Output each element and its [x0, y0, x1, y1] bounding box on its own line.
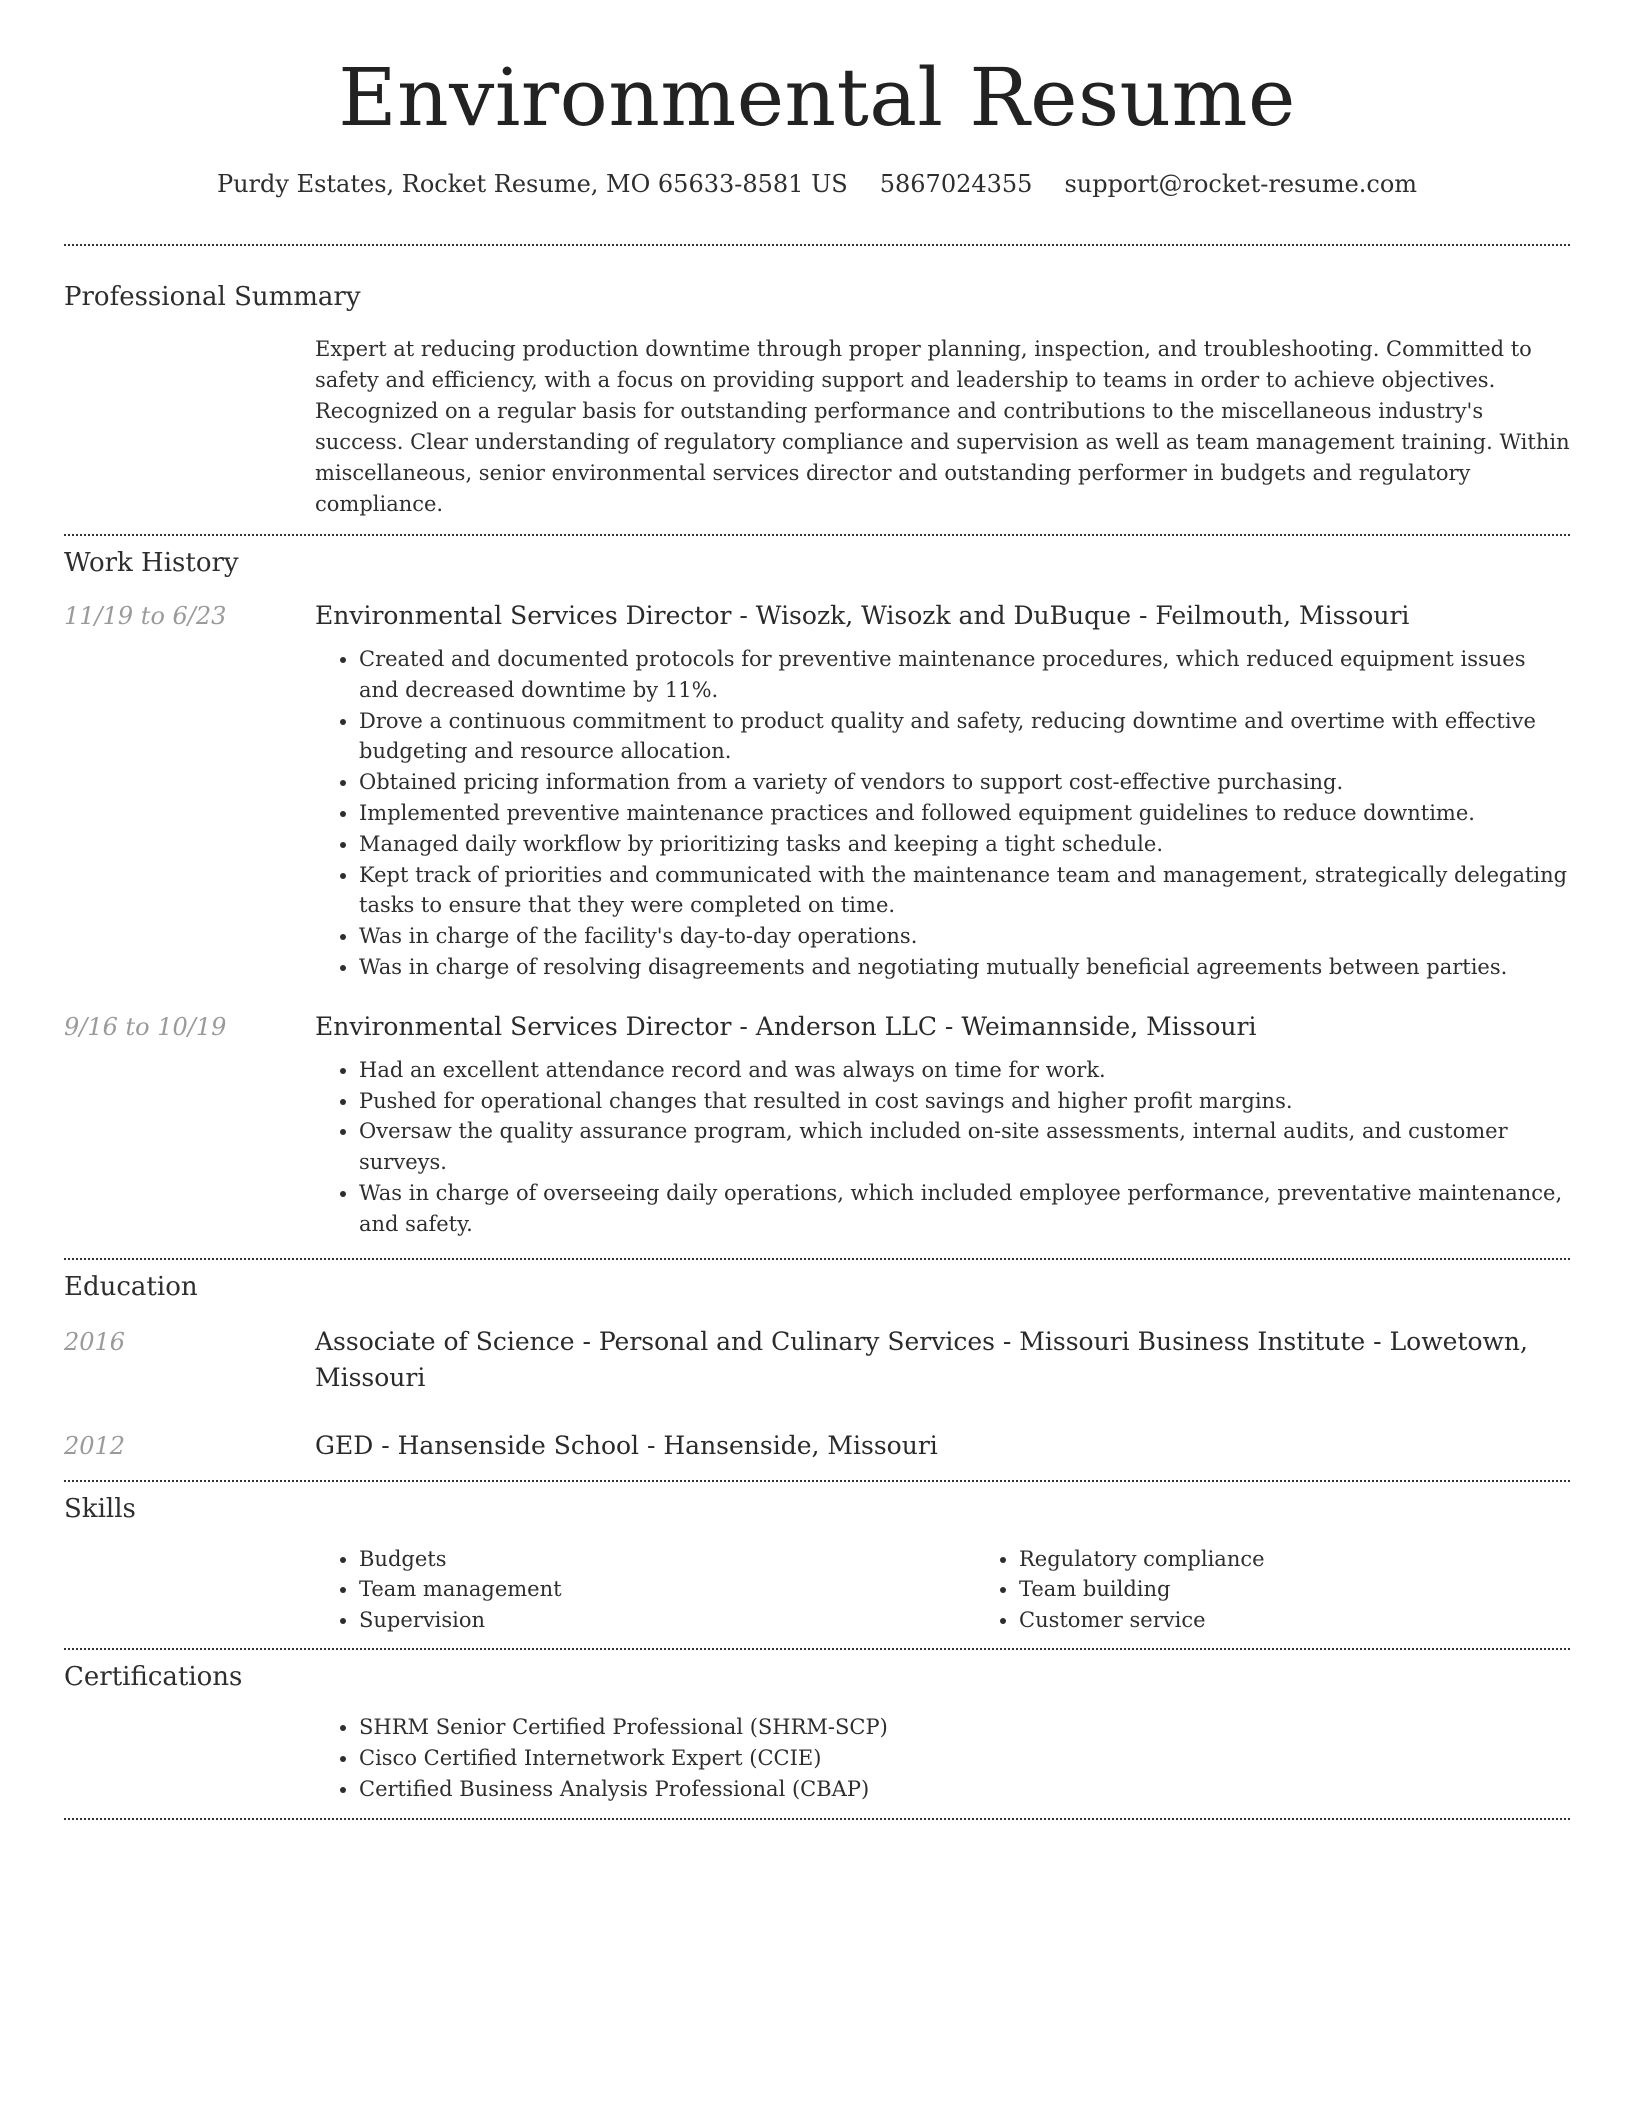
list-item: • Oversaw the quality assurance program, which included on-site assessments, internal audits, and customer surveys.	[359, 1116, 1570, 1178]
skill-item: • Customer service	[1019, 1605, 1632, 1636]
divider	[64, 1480, 1570, 1482]
education-title: Associate of Science - Personal and Culinary Services - Missouri Business Institute - Lowetown, Missouri	[315, 1326, 1528, 1392]
skill-item: • Supervision	[359, 1605, 975, 1636]
list-item: • Kept track of priorities and communicated with the maintenance team and management, strategically delegating tasks to ensure that they were completed on time.	[359, 860, 1570, 922]
job-title: Environmental Services Director - Anderson LLC - Weimannside, Missouri	[315, 1011, 1257, 1041]
list-item: • Obtained pricing information from a variety of vendors to support cost-effective purchasing.	[359, 767, 1570, 798]
divider	[64, 534, 1570, 536]
job-bullets	[315, 644, 1570, 983]
summary-heading: Professional Summary	[64, 282, 361, 312]
skill-item: • Team management	[359, 1574, 975, 1605]
certification-item: • Cisco Certified Internetwork Expert (CCIE)	[359, 1743, 1570, 1774]
certification-item: • Certified Business Analysis Professional (CBAP)	[359, 1774, 1570, 1805]
skills-heading: Skills	[64, 1493, 136, 1524]
divider	[64, 1258, 1570, 1260]
skill-item: • Budgets	[359, 1544, 975, 1575]
list-item: • Implemented preventive maintenance practices and followed equipment guidelines to reduce downtime.	[359, 798, 1570, 829]
divider	[64, 1648, 1570, 1650]
education-year: 2012	[64, 1431, 126, 1460]
certification-item: • SHRM Senior Certified Professional (SHRM-SCP)	[359, 1712, 1570, 1743]
list-item: • Was in charge of the facility's day-to-day operations.	[359, 921, 1570, 952]
list-item: • Had an excellent attendance record and was always on time for work.	[359, 1055, 1570, 1086]
education-entry	[64, 1428, 1570, 1464]
skills-list-right	[975, 1544, 1632, 1636]
skill-item: • Team building	[1019, 1574, 1632, 1605]
certifications-heading: Certifications	[64, 1661, 243, 1692]
contact-phone: 5867024355	[879, 170, 1033, 198]
contact-address: Purdy Estates, Rocket Resume, MO 65633-8581 US	[216, 170, 848, 198]
list-item: • Was in charge of resolving disagreements and negotiating mutually beneficial agreements between parties.	[359, 952, 1570, 983]
resume-page	[64, 0, 1570, 1820]
job-entry	[64, 598, 1570, 983]
list-item: • Pushed for operational changes that resulted in cost savings and higher profit margins.	[359, 1086, 1570, 1117]
education-entry	[64, 1324, 1570, 1396]
job-title: Environmental Services Director - Wisozk, Wisozk and DuBuque - Feilmouth, Missouri	[315, 601, 1410, 630]
job-dates: 9/16 to 10/19	[64, 1012, 227, 1041]
summary-text: Expert at reducing production downtime through proper planning, inspection, and troubleshooting. Committed to safety and efficiency, with a focus on providing support and leadership to teams in order to achieve objectives. Recognized on a regular basis for outstanding performance and contributions to the miscellaneous industry's success. Clear understanding of regulatory compliance and supervision as well as team management training. Within miscellaneous, senior environmental services director and outstanding performer in budgets and regulatory compliance.	[315, 337, 1570, 516]
job-bullets	[315, 1055, 1570, 1240]
divider	[64, 1818, 1570, 1820]
skill-item: • Regulatory compliance	[1019, 1544, 1632, 1575]
resume-name: Environmental Resume	[338, 51, 1296, 144]
list-item: • Managed daily workflow by prioritizing tasks and keeping a tight schedule.	[359, 829, 1570, 860]
skills-list-left	[315, 1544, 975, 1636]
contact-line	[64, 170, 1570, 198]
education-title: GED - Hansenside School - Hansenside, Missouri	[315, 1430, 938, 1460]
job-entry	[64, 1009, 1570, 1240]
work-history-heading: Work History	[64, 548, 239, 578]
divider	[64, 244, 1570, 246]
list-item: • Was in charge of overseeing daily operations, which included employee performance, preventative maintenance, and safety.	[359, 1178, 1570, 1240]
list-item: • Created and documented protocols for preventive maintenance procedures, which reduced equipment issues and decreased downtime by 11%.	[359, 644, 1570, 706]
list-item: • Drove a continuous commitment to product quality and safety, reducing downtime and overtime with effective budgeting and resource allocation.	[359, 706, 1570, 768]
education-heading: Education	[64, 1271, 198, 1302]
contact-email: support@rocket-resume.com	[1064, 170, 1418, 198]
job-dates: 11/19 to 6/23	[64, 602, 227, 630]
certifications-list	[315, 1712, 1570, 1804]
education-year: 2016	[64, 1327, 126, 1356]
